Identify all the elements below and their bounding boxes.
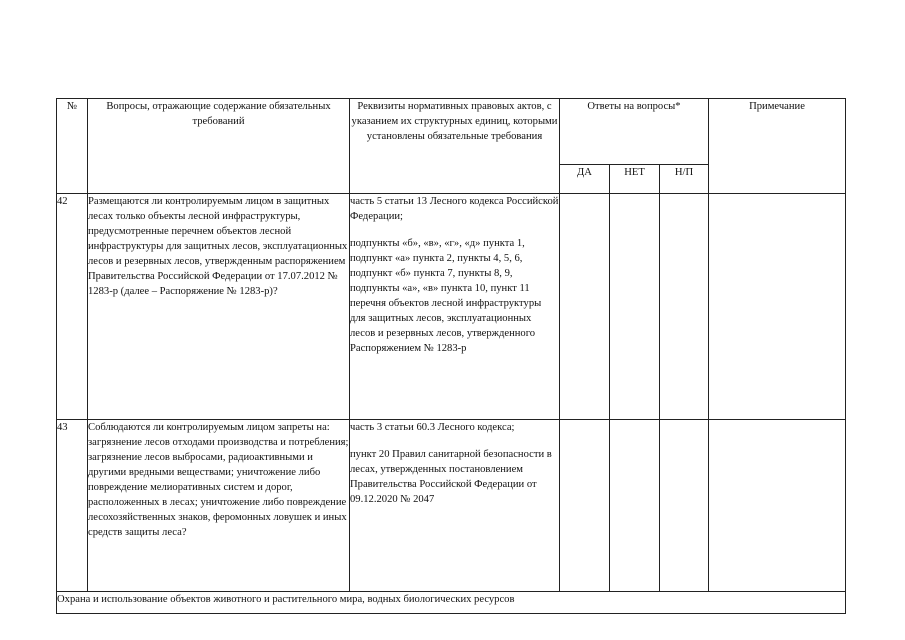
col-header-number: № xyxy=(57,99,88,194)
note-cell[interactable] xyxy=(709,420,846,592)
header-row xyxy=(57,99,846,165)
question-cell: Соблюдаются ли контролируемым лицом запреты на: загрязнение лесов отходами производства и потребления; загрязнение лесов выбросами, радиоактивными и другими вредными веществами; уничтожение либо повреждение мелиоративных систем и дорог, расположенных в лесах; уничтожение либо повреждение лесохозяйственных знаков, феромонных ловушек и иных средств защиты леса? xyxy=(88,420,350,592)
table-row xyxy=(57,420,846,592)
col-header-note: Примечание xyxy=(709,99,846,194)
col-header-na: Н/П xyxy=(660,165,709,194)
requisites-line: часть 3 статьи 60.3 Лесного кодекса; xyxy=(350,422,515,433)
section-heading: Охрана и использование объектов животного и растительного мира, водных биологических ресурсов xyxy=(57,592,846,614)
table-row xyxy=(57,194,846,420)
col-header-answers: Ответы на вопросы* xyxy=(560,99,709,165)
row-number: 42 xyxy=(57,194,88,420)
note-cell[interactable] xyxy=(709,194,846,420)
answer-no-cell[interactable] xyxy=(610,194,660,420)
answer-na-cell[interactable] xyxy=(660,420,709,592)
col-header-no: НЕТ xyxy=(610,165,660,194)
section-row xyxy=(57,592,846,614)
requisites-line: пункт 20 Правил санитарной безопасности в лесах, утвержденных постановлением Правительства Российской Федерации от 09.12.2020 № 2047 xyxy=(350,449,552,506)
answer-yes-cell[interactable] xyxy=(560,194,610,420)
col-header-questions: Вопросы, отражающие содержание обязательных требований xyxy=(88,99,350,194)
row-number: 43 xyxy=(57,420,88,592)
checklist-table xyxy=(56,98,846,614)
col-header-yes: ДА xyxy=(560,165,610,194)
answer-na-cell[interactable] xyxy=(660,194,709,420)
requisites-cell xyxy=(350,420,560,592)
answer-yes-cell[interactable] xyxy=(560,420,610,592)
answer-no-cell[interactable] xyxy=(610,420,660,592)
requisites-cell xyxy=(350,194,560,420)
requisites-line: часть 5 статьи 13 Лесного кодекса Российской Федерации; xyxy=(350,196,559,223)
requisites-line: подпункты «б», «в», «г», «д» пункта 1, подпункт «а» пункта 2, пункты 4, 5, 6, подпункт «б» пункта 7, пункты 8, 9, подпункты «а», «в» пункта 10, пункт 11 перечня объектов лесной инфраструктуры для защитных лесов, эксплуатационных лесов и резервных лесов, утвержденного Распоряжением № 1283-р xyxy=(350,238,542,355)
col-header-requisites: Реквизиты нормативных правовых актов, с указанием их структурных единиц, которыми установлены обязательные требования xyxy=(350,99,560,194)
question-cell: Размещаются ли контролируемым лицом в защитных лесах только объекты лесной инфраструктуры, предусмотренные перечнем объектов лесной инфраструктуры для защитных лесов, эксплуатационных лесов и резервных лесов, утвержденным распоряжением Правительства Российской Федерации от 17.07.2012 № 1283-р (далее – Распоряжение № 1283-р)? xyxy=(88,194,350,420)
